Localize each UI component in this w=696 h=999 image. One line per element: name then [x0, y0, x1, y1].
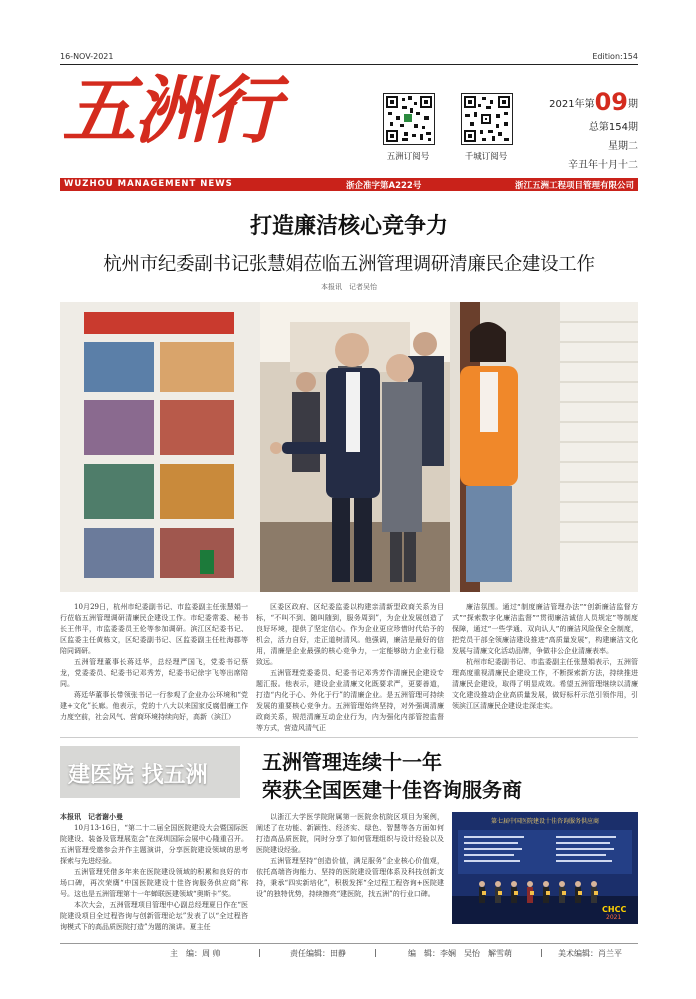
visit-photo-illustration: [60, 302, 638, 592]
second-paragraph: 五洲管理坚持“创造价值，满足服务”企业核心价值观，依托高端咨询能力、坚持的医院建设管理体系及科技创新支持，秉承“四实新培化”，积极发挥“全过程工程咨询+医院建设”的独特优势，持续擦亮“建医院，找五洲”的行业口碑。: [256, 857, 444, 898]
slogan-banner: [60, 746, 240, 798]
qr-caption-wuzhou: 五洲订阅号: [386, 152, 430, 162]
qr-pattern-icon: [384, 94, 434, 144]
footer-rule: [60, 943, 638, 944]
qr-code-qiancheng[interactable]: [461, 93, 513, 145]
lead-paragraph: 区委区政府、区纪委监委以构建亲清新型政商关系为目标，“不叫不到、随叫随到，服务周到”，为企业发展创造了良好环境，提供了坚定信心。作为企业更应珍惜时代给予的机会，活力自好，走正道树清风。他强调，廉洁是最好的信用，清廉是企业最强的核心竞争力，一定能够助力企业行稳致远。: [256, 603, 444, 666]
lead-photo: [60, 302, 638, 592]
masthead-bar: [60, 178, 638, 191]
issue-date: 16-NOV-2021: [60, 52, 114, 61]
lunar-date: 辛丑年十月十二: [568, 160, 638, 171]
chief-editor: 主 编：周 帅: [170, 949, 221, 958]
qr-pattern-icon: [462, 94, 512, 144]
masthead-title: 五洲行: [62, 68, 278, 154]
award-photo: [452, 812, 638, 924]
issue-number: 09: [594, 88, 628, 116]
edition-number: Edition:154: [592, 52, 638, 61]
second-paragraph: 五洲管理凭借多年来在医院建设领域的积累和良好的市场口碑，再次荣膺“中国医院建设十佳咨询服务供应商”称号。这也是五洲管理第十一年蝉联医建领域“奥斯卡”奖。: [60, 868, 248, 898]
qr-caption-qiancheng: 千城订阅号: [464, 152, 508, 162]
lead-paragraph: 蒋廷华董事长带领张书记一行参观了企业办公环境和“党建+文化”长廊。他表示，党的十八大以来国家反腐倡廉工作力度空前，社会风气、营商环境持续向好，高新（滨江）: [60, 691, 248, 721]
chcc-logo-year: 2021: [606, 914, 622, 921]
second-paragraph: 10月13-16日，“第二十二届全国医院建设大会暨国际医院建设、装备及管理展览会”在深圳国际会展中心隆重召开。五洲管理受邀参会并作主题演讲，分享医院建设领域的思考探索与先进经验。: [60, 824, 248, 865]
slogan-text: 建医院 找五洲: [68, 763, 208, 788]
second-column-2: [256, 812, 444, 900]
lead-column-1: [60, 602, 248, 723]
second-byline: 本报讯 记者谢小曼: [60, 813, 123, 821]
award-banner-title: 第七届中国医院建设十佳咨询服务供应商: [490, 818, 599, 825]
lead-subheadline: 杭州市纪委副书记张慧娟莅临五洲管理调研清廉民企建设工作: [103, 254, 595, 275]
publisher-name: 浙江五洲工程项目管理有限公司: [514, 181, 634, 191]
issue-info: [528, 88, 638, 171]
second-headline-line2: 荣获全国医建十佳咨询服务商: [262, 778, 522, 802]
lead-byline: 本报讯 记者吴怡: [321, 283, 377, 291]
editor-in-charge: 责任编辑：田静: [290, 949, 346, 958]
lead-headline: 打造廉洁核心竞争力: [249, 213, 448, 239]
section-divider: [60, 737, 638, 738]
issue-suffix: 期: [628, 99, 638, 110]
second-paragraph: 以浙江大学医学院附属第一医院余杭院区项目为案例，阐述了在功能、新颖性、经济实、绿色、智慧等各方面如何打造高品质医院，同时分享了如何管理组织与设计经验以及医院建设经验。: [256, 813, 444, 854]
editors: 编 辑：李娴 吴怡 解雪萌: [408, 949, 512, 958]
lead-paragraph: 杭州市纪委副书记、市监委副主任张慧娟表示，五洲管理高度重视清廉民企建设工作，不断探索新方法，持续推进清廉民企建设，取得了明显成效。希望五洲管理继续以清廉文化建设推动企业高质量发展，做好标杆示范引领作用，引领滨江区清廉民企建设走深走实。: [452, 658, 638, 710]
second-paragraph: 本次大会，五洲管理项目管理中心副总经理夏日作在“医院建设项目全过程咨询与创新管理论坛”发表了以“全过程咨询模式下的高品质医院打造”为题的演讲。夏主任: [60, 901, 248, 931]
weekday: 星期二: [608, 141, 638, 152]
qr-code-wuzhou[interactable]: [383, 93, 435, 145]
chcc-logo: CHCC: [602, 905, 627, 914]
lead-paragraph: 五洲管理党委委员、纪委书记邓秀芳作清廉民企建设专题汇报。他表示，建设企业清廉文化既要求严，更要善道，打造“内化于心、外化于行”的清廉企业。是五洲管理可持续发展的重要核心竞争力。五洲管理始终坚持，对外强调清廉政商关系，规范清廉互动企业行为，内为强化内部管控监督等方式，营造风清气正: [256, 669, 444, 732]
english-name: WUZHOU MANAGEMENT NEWS: [64, 179, 233, 189]
lead-column-3: [452, 602, 638, 712]
lead-column-2: [256, 602, 444, 734]
lead-paragraph: 10月29日，杭州市纪委副书记、市监委副主任张慧娟一行莅临五洲管理调研清廉民企建设工作。市纪委常委、秘书长王伟平，市监委委员王伦等参加调研。滨江区纪委书记、区监委主任黄栋文，区纪委副书记、区监委副主任杜海郡等陪同调研。: [60, 603, 248, 655]
second-headline-line1: 五洲管理连续十一年: [262, 750, 442, 774]
lead-paragraph: 五洲管理董事长蒋廷华，总经理严国飞，党委书记蔡龙，党委委员、纪委书记邓秀芳，纪委书记徐宇飞等出席陪同。: [60, 658, 248, 688]
total-issue: 总第154期: [588, 122, 638, 133]
top-rule: [60, 64, 638, 65]
second-column-1: [60, 812, 248, 933]
publication-permit: 浙企准字第A222号: [346, 181, 422, 191]
art-editor: 美术编辑：肖兰平: [558, 949, 622, 958]
lead-paragraph: 廉洁氛围。通过“制度廉洁管理办法”“创新廉洁监督方式”“探索数字化廉洁监督”“贯彻廉洁诚信人员规定”等制度保障，通过“一些学通、双向认人”的廉洁风险保全全制度，把党员干部全领廉洁建设推进“高质量发展”，构建廉洁文化发展与清廉文化活动品牌，争做非公企业清廉表率。: [452, 603, 638, 655]
issue-prefix: 2021年第: [549, 99, 595, 110]
